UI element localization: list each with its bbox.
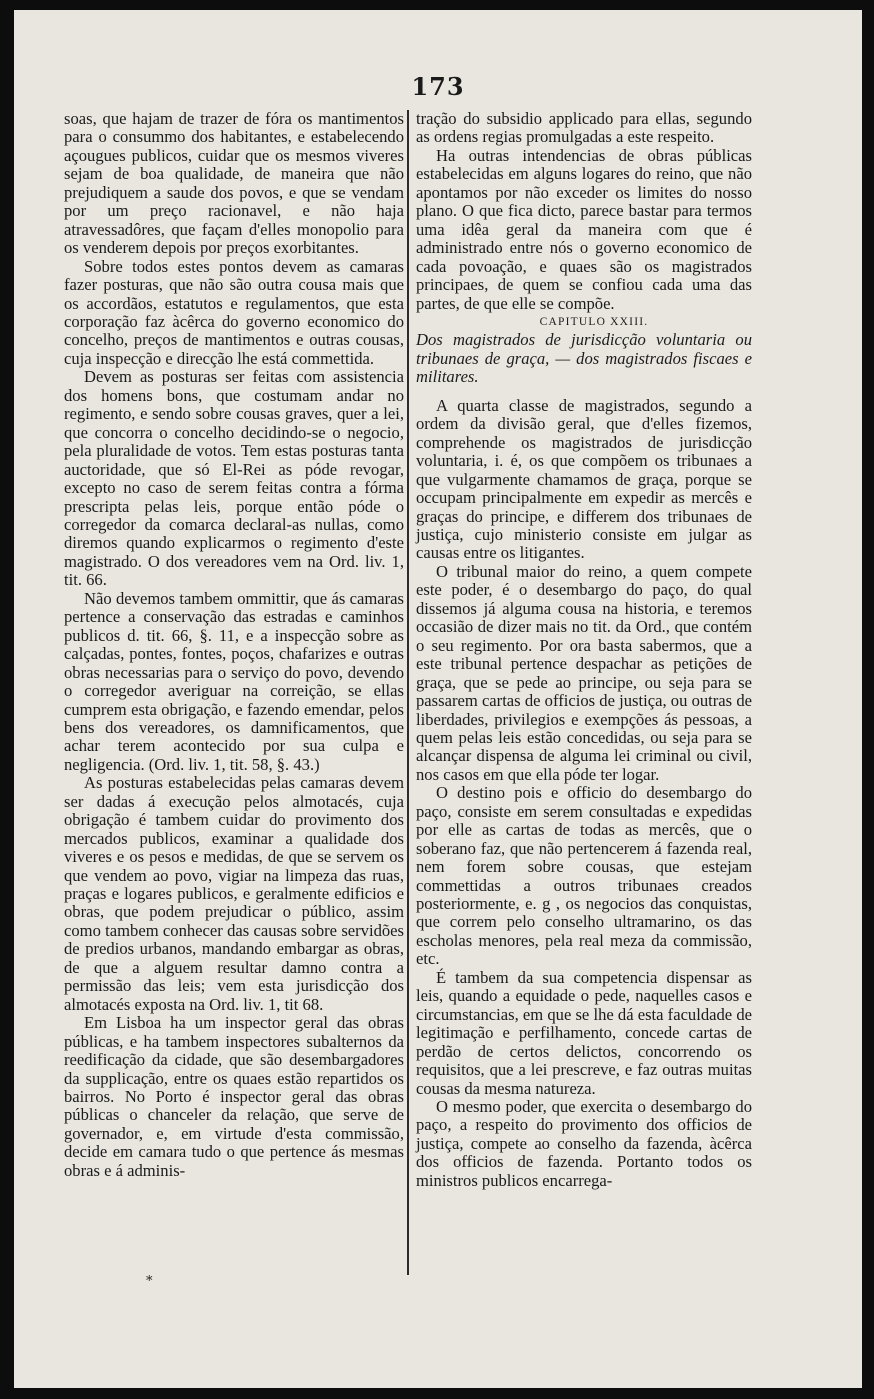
paragraph: Sobre todos estes pontos devem as camaras fazer posturas, que não são outra cousa mais que os accordãos, estatutos e regulamentos, que esta corporação faz àcêrca do governo economico do concelho, preços de mantimentos e outras cousas, cuja inspecção e direcção lhe está commettida. (64, 256, 404, 368)
chapter-heading: CAPITULO XXIII. (539, 315, 649, 328)
page-number: 173 (411, 72, 465, 101)
paragraph: soas, que hajam de trazer de fóra os mantimentos para o consummo dos habitantes, e estabelecendo açougues publicos, cuidar que os mesmos viveres sejam de boa qualidade, de maneira que não prejudiquem a saude dos povos, e que se vendam por um preço racionavel, e não haja atravessadôres, que façam d'elles monopolio para os venderem depois por preços exorbitantes. (64, 109, 404, 258)
chapter-title: Dos magistrados de jurisdicção voluntaria ou tribunaes de graça, — dos magistrados fiscaes e militares. (416, 330, 752, 387)
paragraph: O tribunal maior do reino, a quem compete este poder, é o desembargo do paço, do qual dissemos já alguma cousa na historia, e teremos occasião de dizer mais no tit. da Ord., que contém o seu regimento. Por ora basta sabermos, que a este tribunal pertence despachar as petições de graça, que se pede ao principe, ou seja para se passarem cartas de officios de justiça, ou outras de liberdades, privilegios e exempções ás pessoas, a quem pelas leis estão concedidas, ou seja para se alcançar dispensa de alguma lei criminal ou civil, nos casos em que ella póde ter logar. (416, 561, 752, 784)
right-column (416, 110, 752, 1190)
paragraph: Devem as posturas ser feitas com assistencia dos homens bons, que costumam andar no regimento, e sendo sobre cousas graves, quer a lei, que concorra o concelho decidindo-se o negocio, pela pluralidade de votos. Tem estas posturas tanta auctoridade, que só El-Rei as póde revogar, excepto no caso de serem feitas contra a fórma prescripta pelas leis, porque então póde o corregedor da comarca declaral-as nullas, como diremos quando explicarmos o regimento d'este magistrado. O dos vereadores vem na Ord. liv. 1, tit. 66. (64, 367, 404, 590)
paragraph: O mesmo poder, que exercita o desembargo do paço, a respeito do provimento dos officios de justiça, compete ao conselho da fazenda, àcêrca dos officios de fazenda. Portanto todos os ministros publicos encarrega- (416, 1097, 752, 1190)
paragraph: A quarta classe de magistrados, segundo a ordem da divisão geral, que d'elles fizemos, comprehende os magistrados de jurisdicção voluntaria, i. é, os que compõem os tribunaes a que vulgarmente chamamos de graça, porque se occupam principalmente em expedir as mercês e graças do principe, e differem dos tribunaes de justiça, cujo ministerio consiste em julgar as causas entre os litigantes. (416, 395, 752, 563)
footnote-mark: * (146, 1274, 153, 1289)
paragraph: É tambem da sua competencia dispensar as leis, quando a equidade o pede, naquelles casos e circumstancias, em que se lhe dá esta faculdade de legitimação e perfilhamento, concede cartas de perdão de certos delictos, concorrendo os requisitos, que a lei prescreve, e faz outras muitas cousas da mesma natureza. (416, 967, 752, 1098)
paragraph: tração do subsidio applicado para ellas, segundo as ordens regias promulgadas a este respeito. (416, 109, 752, 147)
left-column (64, 110, 404, 1180)
paragraph: Não devemos tambem ommittir, que ás camaras pertence a conservação das estradas e caminhos publicos d. tit. 66, §. 11, e a inspecção sobre as calçadas, pontes, fontes, poços, chafarizes e outras obras necessarias para o serviço do povo, devendo o corregedor averiguar na correição, se ellas cumprem esta obrigação, e fazendo emendar, pelos bens dos vereadores, os damnificamentos, que achar terem acontecido por sua culpa e negligencia. (Ord. liv. 1, tit. 58, §. 43.) (64, 588, 404, 774)
paragraph: Ha outras intendencias de obras públicas estabelecidas em alguns logares do reino, que não apontamos por não exceder os limites do nosso plano. O que fica dicto, parece bastar para termos uma idêa geral da maneira com que é administrado entre nós o governo economico de cada povoação, e quaes são os magistrados principaes, de quem se confiou cada uma das partes, de que elle se compõe. (416, 145, 752, 313)
book-page (14, 10, 862, 1388)
column-divider (407, 110, 409, 1275)
paragraph: O destino pois e officio do desembargo do paço, consiste em serem consultadas e expedidas por elle as cartas de todas as mercês, que o soberano faz, que não pertencerem á fazenda real, nem forem sobre cousas, que estejam commettidas a outros tribunaes creados posteriormente, e. g , os negocios das conquistas, que correm pelo conselho ultramarino, os das escholas menores, pela real meza da commissão, etc. (416, 783, 752, 969)
paragraph: As posturas estabelecidas pelas camaras devem ser dadas á execução pelos almotacés, cuja obrigação é tambem cuidar do provimento dos mercados publicos, examinar a qualidade dos viveres e os pesos e medidas, de que se servem os que vendem ao povo, vigiar na limpeza das ruas, praças e logares publicos, e geralmente edificios e obras, que podem prejudicar o público, assim como tambem conhecer das causas sobre servidões de predios urbanos, mandando embargar as obras, de que a alguem resultar damno contra a permissão das leis; vem esta jurisdicção dos almotacés exposta na Ord. liv. 1, tit 68. (64, 773, 404, 1014)
paragraph: Em Lisboa ha um inspector geral das obras públicas, e ha tambem inspectores subalternos da reedificação da cidade, que são desembargadores da supplicação, entre os quaes estão repartidos os bairros. No Porto é inspector geral das obras públicas o chanceler da relação, que serve de governador, e, em virtude d'esta commissão, decide em camara tudo o que pertence ás mesmas obras e á adminis- (64, 1013, 404, 1180)
